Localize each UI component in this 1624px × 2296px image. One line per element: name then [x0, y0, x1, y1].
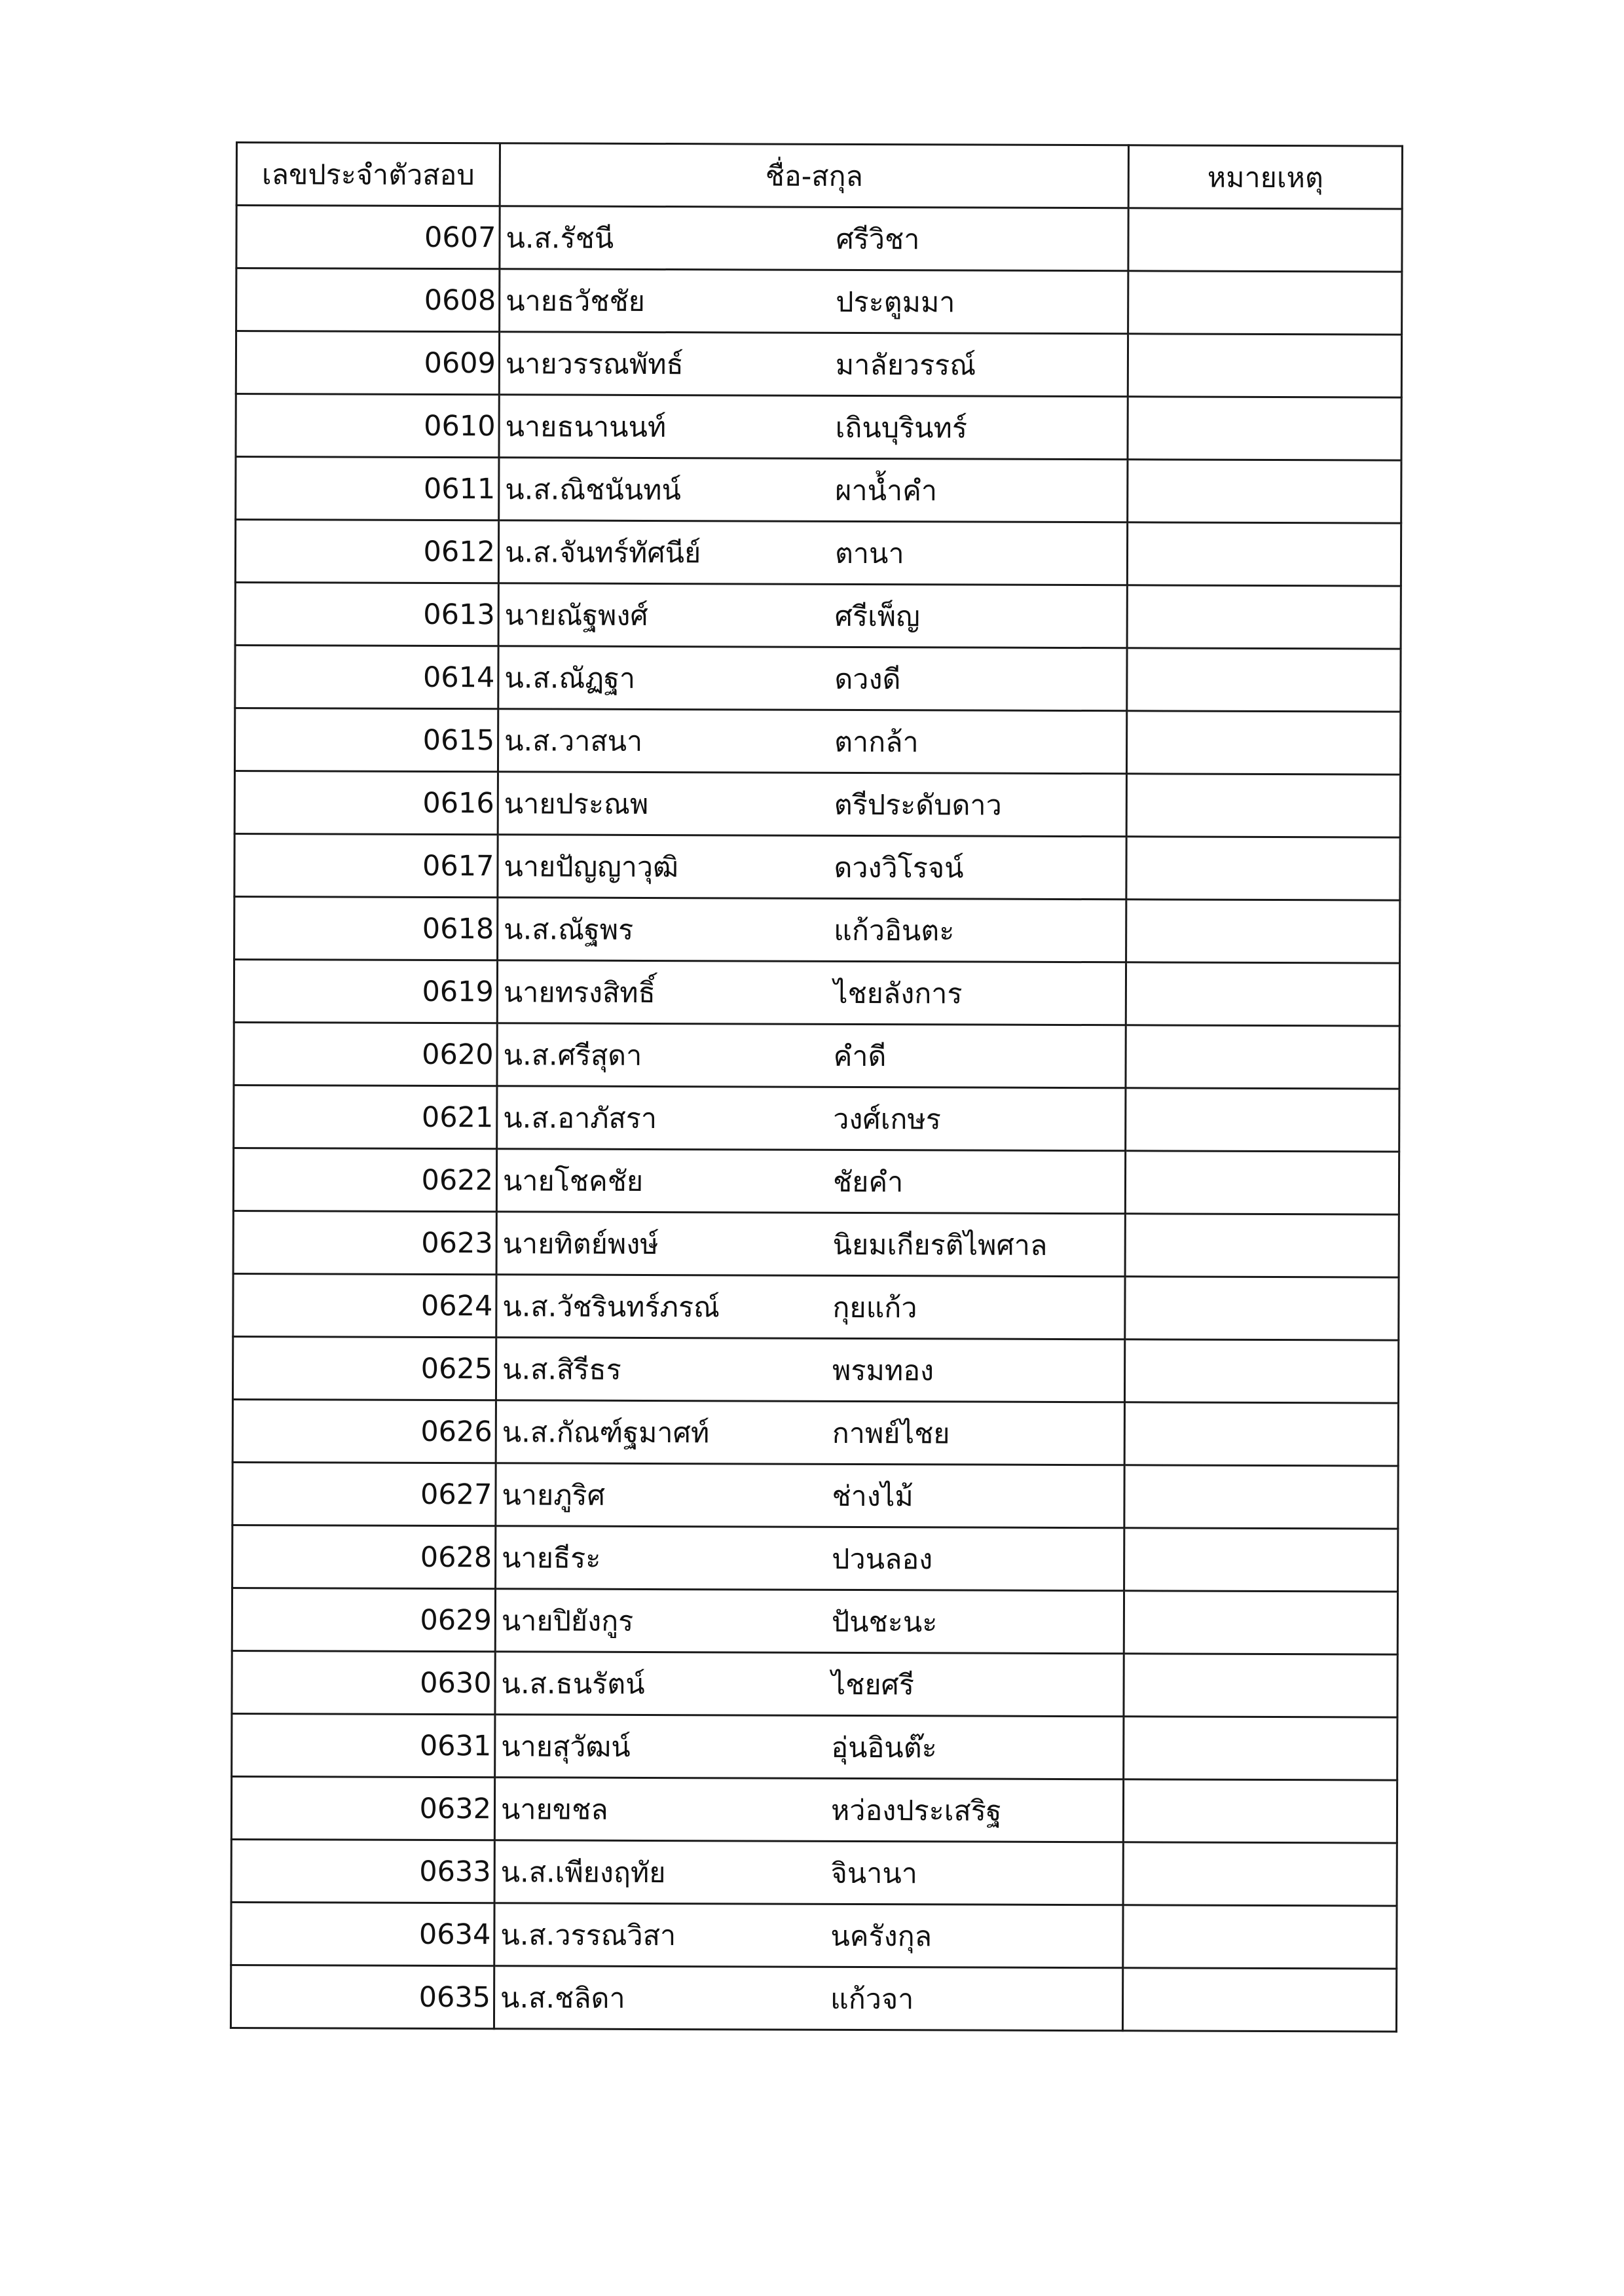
exam-id-cell: 0608 [236, 268, 500, 332]
full-name-cell [498, 898, 1126, 962]
exam-roster-table [230, 141, 1403, 2033]
last-name: ปวนลอง [832, 1542, 933, 1576]
first-name: น.ส.ณัฏฐา [504, 661, 636, 695]
full-name-cell [497, 1023, 1126, 1088]
exam-id-cell: 0617 [234, 833, 498, 897]
remarks-cell [1128, 208, 1402, 272]
full-name-cell [499, 332, 1128, 397]
exam-id-cell: 0614 [235, 646, 498, 709]
remarks-cell [1124, 1465, 1398, 1529]
remarks-cell [1123, 1905, 1397, 1969]
last-name: มาลัยวรรณ์ [835, 348, 976, 382]
table-row [231, 1902, 1397, 1969]
exam-id-cell: 0632 [231, 1776, 494, 1840]
remarks-cell [1125, 1151, 1399, 1214]
full-name-cell [496, 1275, 1125, 1339]
table-row [234, 1085, 1399, 1152]
first-name: นายณัฐพงศ์ [504, 598, 648, 632]
first-name: น.ส.อาภัสรา [503, 1101, 657, 1135]
full-name-cell [496, 1463, 1124, 1528]
first-name: น.ส.ชลิดา [500, 1981, 625, 2015]
last-name: ตากล้า [834, 725, 919, 759]
exam-id-cell: 0634 [231, 1902, 494, 1965]
full-name-cell [500, 269, 1128, 334]
last-name: แก้วจา [830, 1982, 914, 2016]
full-name-cell [494, 1903, 1123, 1968]
exam-id-cell: 0635 [231, 1965, 494, 2028]
last-name: ไชยศรี [831, 1668, 915, 1702]
header-exam-id: เลขประจำตัวสอบ [236, 143, 500, 206]
last-name: อุ่นอินต๊ะ [831, 1731, 937, 1764]
full-name-cell [496, 1149, 1125, 1214]
exam-id-cell: 0624 [233, 1273, 496, 1337]
last-name: ดวงวิโรจน์ [834, 851, 964, 884]
last-name: จินานา [830, 1857, 918, 1890]
first-name: นายขชล [500, 1793, 608, 1827]
last-name: ประตูมมา [836, 285, 955, 319]
remarks-cell [1126, 900, 1400, 963]
last-name: เถินบุรินทร์ [835, 411, 968, 445]
remarks-cell [1124, 1717, 1397, 1780]
remarks-cell [1126, 1025, 1399, 1089]
full-name-cell [498, 646, 1127, 711]
first-name: น.ส.วรรณวิสา [500, 1918, 676, 1952]
first-name: นายทรงสิทธิ์ [503, 975, 656, 1010]
remarks-cell [1128, 334, 1401, 397]
remarks-cell [1126, 1088, 1399, 1152]
remarks-cell [1124, 1528, 1398, 1592]
table-row [231, 1776, 1397, 1843]
first-name: นายปัญญาวุฒิ [504, 850, 679, 884]
table-row [234, 1022, 1399, 1089]
full-name-cell [494, 1966, 1122, 2031]
exam-id-cell: 0629 [232, 1588, 495, 1651]
roster-body [231, 206, 1402, 2032]
exam-id-cell: 0620 [234, 1022, 497, 1085]
table-row [232, 1525, 1398, 1592]
table-row [236, 206, 1402, 272]
first-name: น.ส.เพียงฤทัย [500, 1855, 666, 1889]
exam-id-cell: 0621 [234, 1085, 497, 1148]
exam-id-cell: 0623 [233, 1211, 496, 1274]
table-row [232, 1399, 1398, 1466]
full-name-cell [497, 960, 1126, 1025]
full-name-cell [498, 583, 1127, 648]
table-row [232, 1588, 1397, 1654]
full-name-cell [494, 1840, 1123, 1905]
first-name: น.ส.สิรีธร [502, 1353, 621, 1387]
exam-id-cell: 0615 [234, 708, 498, 772]
remarks-cell [1124, 1591, 1397, 1654]
remarks-cell [1128, 460, 1401, 523]
first-name: น.ส.วัชรินทร์ภรณ์ [502, 1290, 720, 1324]
remarks-cell [1128, 271, 1402, 335]
exam-id-cell: 0630 [232, 1650, 495, 1714]
full-name-cell [498, 772, 1126, 837]
full-name-cell [496, 1526, 1124, 1591]
exam-id-cell: 0611 [236, 457, 499, 520]
first-name: น.ส.ธนรัตน์ [501, 1667, 645, 1701]
first-name: นายสุวัฒน์ [501, 1730, 631, 1764]
exam-id-cell: 0626 [232, 1399, 496, 1463]
table-row [232, 1336, 1398, 1403]
remarks-cell [1125, 1277, 1399, 1340]
last-name: ช่างไม้ [832, 1480, 913, 1513]
full-name-cell [495, 1715, 1124, 1779]
remarks-cell [1125, 1214, 1399, 1277]
first-name: นายธวัชชัย [506, 284, 646, 318]
exam-id-cell: 0633 [231, 1839, 494, 1903]
exam-id-cell: 0631 [232, 1713, 495, 1777]
full-name-cell [500, 206, 1128, 271]
table-row [231, 1965, 1396, 2032]
table-row [232, 1650, 1397, 1717]
first-name: น.ส.จันทร์ทัศนีย์ [504, 536, 701, 570]
first-name: นายภูริศ [502, 1478, 606, 1512]
header-full-name: ชื่อ-สกุล [500, 143, 1128, 208]
remarks-cell [1128, 397, 1401, 460]
exam-id-cell: 0607 [236, 206, 500, 269]
remarks-cell [1123, 1779, 1397, 1843]
last-name: ดวงดี [834, 663, 901, 696]
last-name: ปันชะนะ [831, 1605, 938, 1639]
exam-id-cell: 0619 [234, 959, 497, 1023]
first-name: นายวรรณพัทธ์ [505, 347, 684, 381]
remarks-cell [1126, 962, 1399, 1026]
table-row [236, 331, 1401, 398]
full-name-cell [497, 1086, 1126, 1151]
first-name: น.ส.รัชนี [506, 221, 614, 255]
last-name: แก้วอินตะ [834, 914, 955, 947]
first-name: นายธีระ [502, 1541, 601, 1575]
last-name: วงศ์เกษร [833, 1102, 941, 1136]
last-name: หว่องประเสริฐ [830, 1794, 1002, 1828]
exam-id-cell: 0628 [232, 1525, 496, 1588]
table-row [234, 708, 1400, 775]
table-row [235, 646, 1401, 712]
last-name: นครังกุล [830, 1920, 932, 1953]
remarks-cell [1122, 1968, 1396, 2032]
full-name-cell [496, 1338, 1124, 1402]
table-row [233, 1273, 1399, 1340]
exam-id-cell: 0627 [232, 1462, 496, 1525]
full-name-cell [495, 1652, 1124, 1717]
full-name-cell [498, 520, 1127, 585]
table-row [232, 1713, 1397, 1780]
remarks-cell [1126, 711, 1400, 774]
full-name-cell [498, 835, 1126, 900]
exam-id-cell: 0616 [234, 771, 498, 835]
first-name: นายประณพ [504, 787, 649, 821]
table-row [235, 520, 1401, 587]
exam-id-cell: 0613 [235, 583, 498, 646]
table-row [234, 959, 1399, 1026]
exam-id-cell: 0618 [234, 896, 498, 960]
exam-id-cell: 0625 [232, 1336, 496, 1400]
header-row [236, 143, 1402, 210]
remarks-cell [1127, 522, 1401, 586]
remarks-cell [1127, 648, 1401, 712]
exam-id-cell: 0622 [233, 1148, 496, 1211]
header-remarks: หมายเหตุ [1128, 145, 1402, 209]
last-name: ชัยคำ [832, 1165, 904, 1199]
first-name: น.ส.ณัฐพร [504, 913, 634, 947]
remarks-cell [1124, 1339, 1398, 1403]
remarks-cell [1124, 1402, 1398, 1466]
remarks-cell [1123, 1842, 1397, 1906]
table-row [231, 1839, 1397, 1906]
table-row [236, 394, 1401, 461]
first-name: นายปิยังกูร [501, 1604, 634, 1638]
first-name: น.ส.วาสนา [504, 724, 643, 758]
first-name: นายธนานนท์ [505, 410, 667, 444]
exam-id-cell: 0612 [235, 520, 498, 583]
remarks-cell [1126, 774, 1400, 837]
first-name: น.ส.ณิชนันทน์ [505, 473, 682, 507]
last-name: ศรีเพ็ญ [834, 600, 920, 633]
remarks-cell [1124, 1654, 1397, 1717]
last-name: นิยมเกียรติไพศาล [832, 1228, 1048, 1262]
table-row [233, 1211, 1399, 1277]
last-name: ตานา [834, 537, 904, 570]
first-name: นายทิตย์พงษ์ [502, 1227, 659, 1261]
last-name: ศรีวิชา [836, 223, 920, 256]
last-name: พรมทอง [832, 1354, 934, 1387]
first-name: นายโชคชัย [502, 1164, 644, 1198]
remarks-cell [1127, 585, 1401, 649]
full-name-cell [496, 1212, 1125, 1277]
full-name-cell [496, 1400, 1124, 1465]
last-name: กาพย์ไชย [832, 1417, 950, 1450]
first-name: น.ส.กัณฑ์ฐมาศท์ [502, 1415, 710, 1449]
last-name: คำดี [833, 1040, 887, 1073]
full-name-cell [494, 1777, 1123, 1842]
remarks-cell [1126, 837, 1400, 900]
table-row [233, 1148, 1399, 1214]
table-row [234, 833, 1400, 900]
first-name: น.ส.ศรีสุดา [503, 1038, 642, 1072]
full-name-cell [495, 1589, 1124, 1654]
last-name: ผาน้ำคำ [835, 474, 938, 507]
full-name-cell [498, 709, 1126, 774]
full-name-cell [499, 458, 1128, 522]
full-name-cell [499, 395, 1128, 460]
exam-id-cell: 0610 [236, 394, 499, 458]
last-name: ตรีประดับดาว [834, 788, 1002, 822]
table-row [236, 268, 1402, 335]
table-row [235, 583, 1401, 649]
last-name: ไชยลังการ [833, 977, 963, 1010]
table-row [236, 457, 1401, 524]
last-name: กุยแก้ว [832, 1291, 917, 1324]
table-row [234, 896, 1400, 963]
table-row [232, 1462, 1398, 1529]
table-row [234, 771, 1400, 838]
exam-id-cell: 0609 [236, 331, 499, 395]
